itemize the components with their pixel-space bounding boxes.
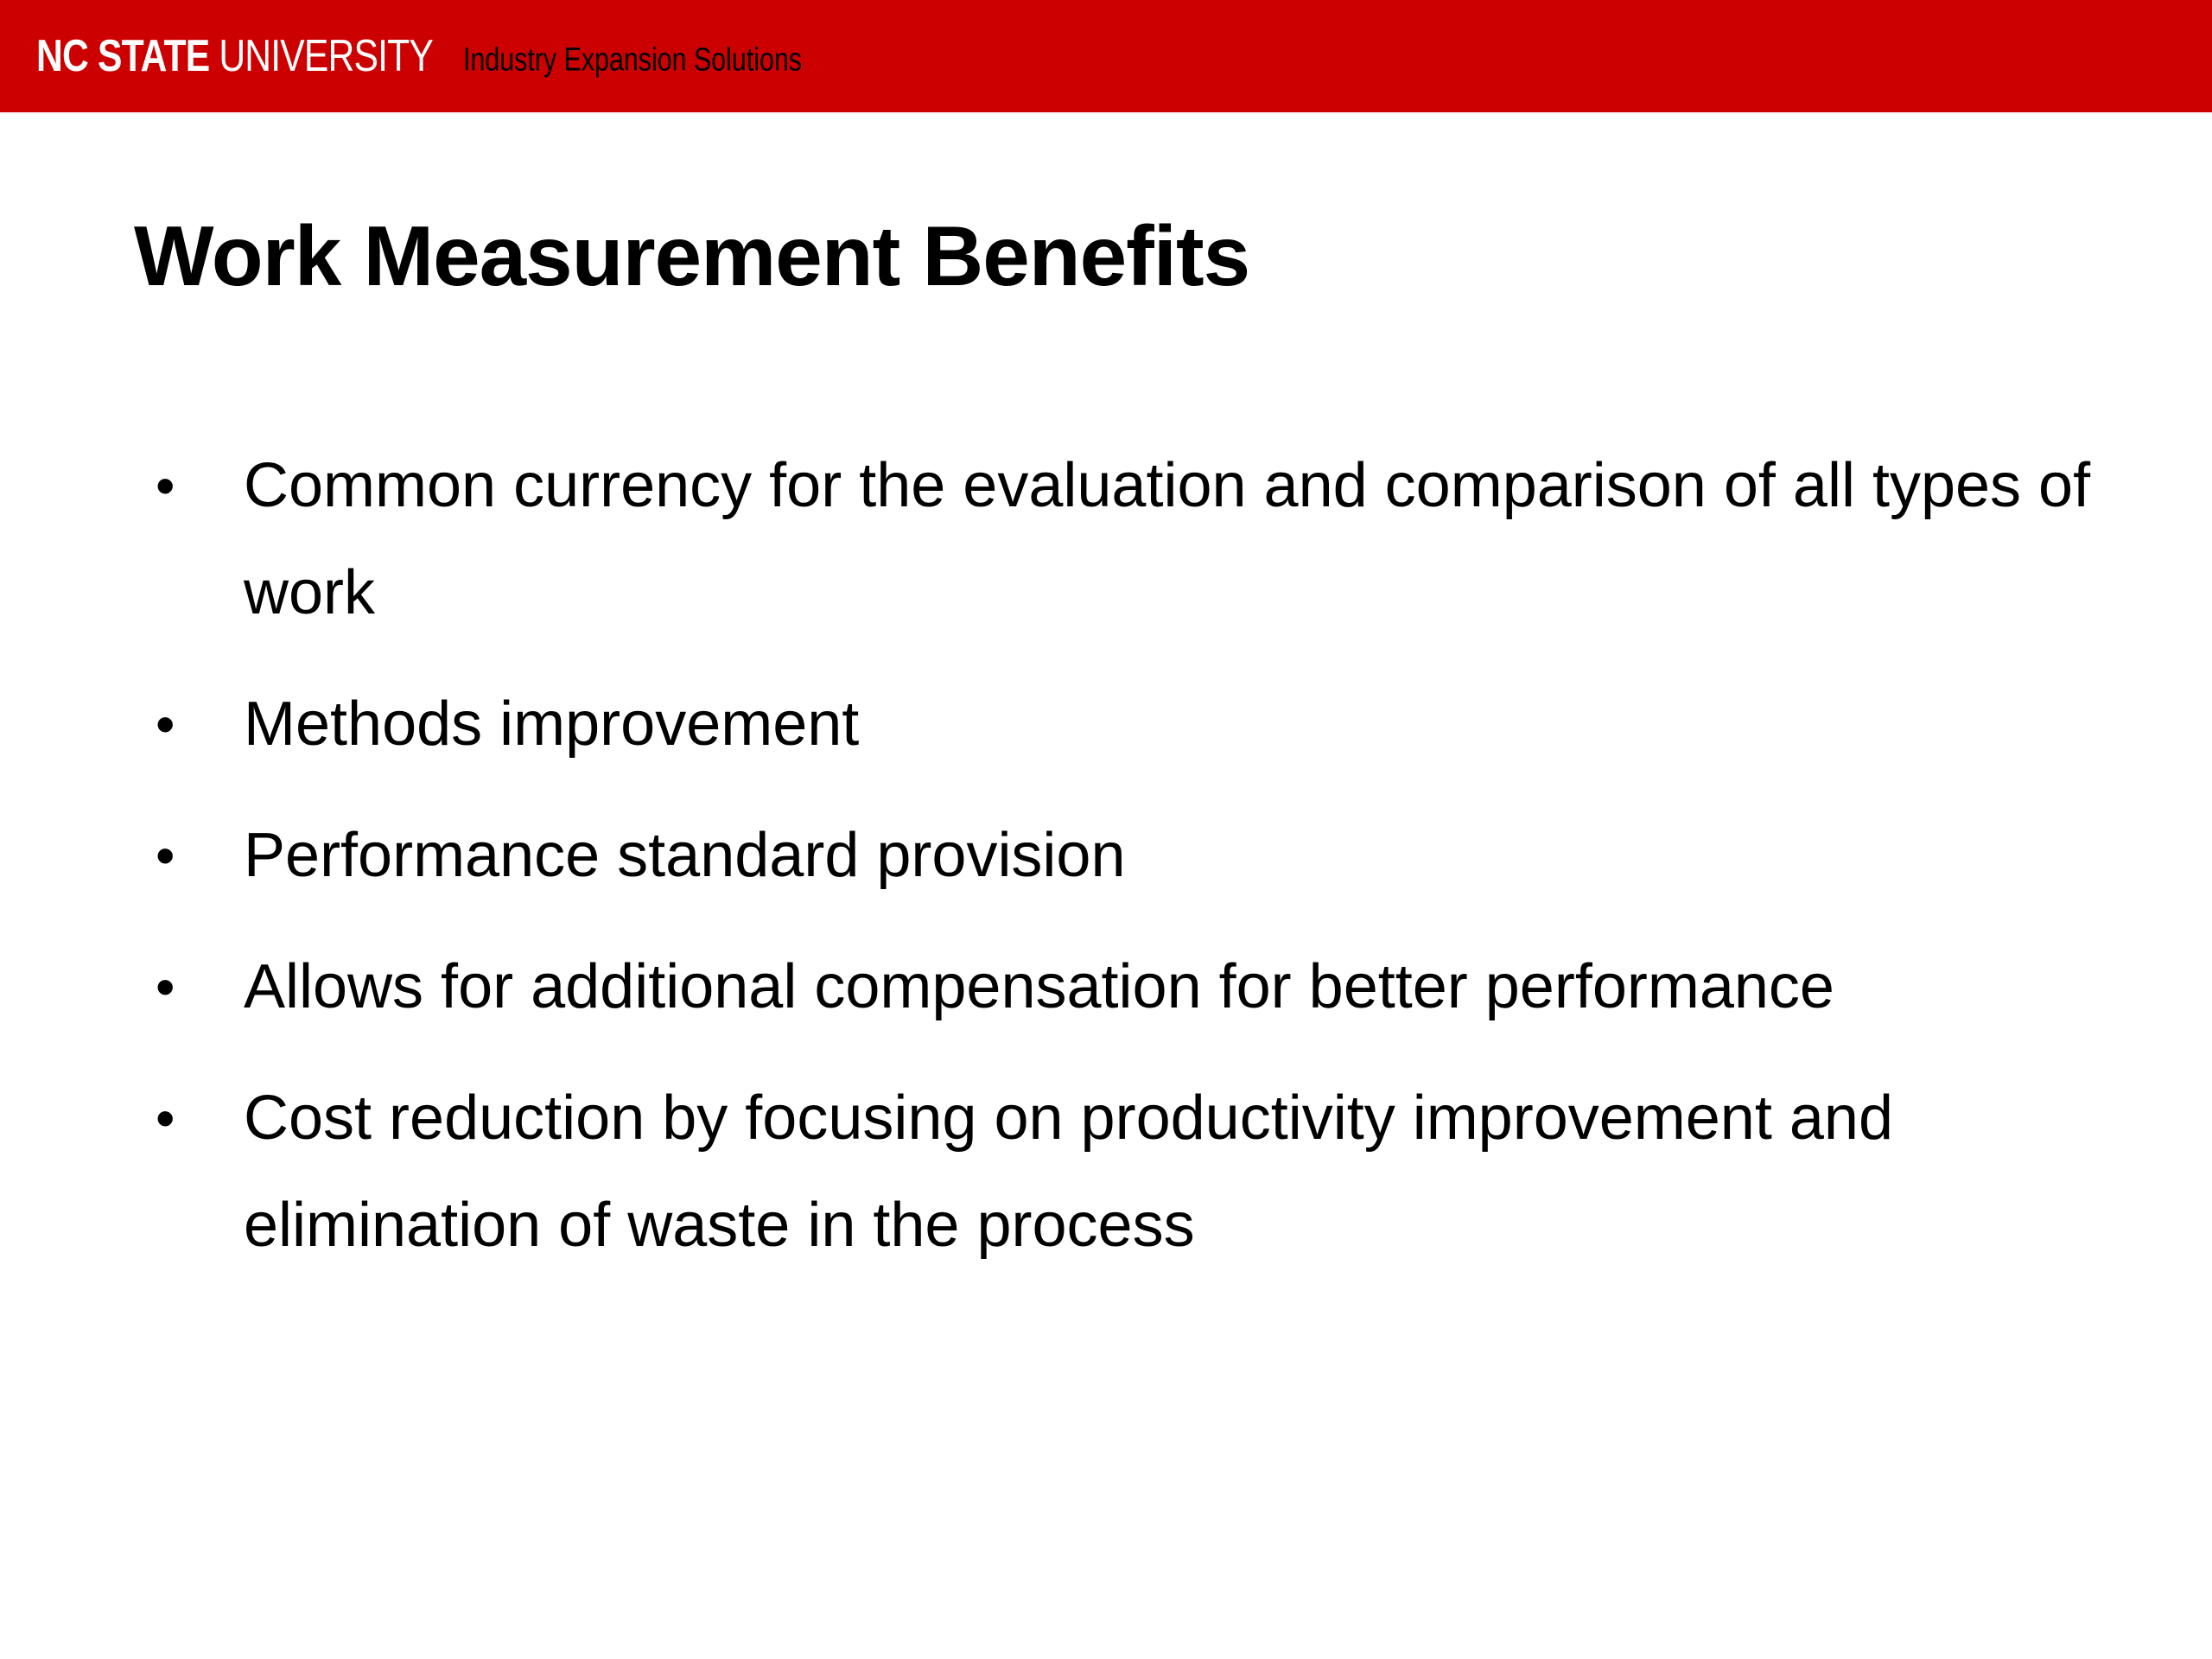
university-wordmark xyxy=(36,30,433,82)
bullet-list xyxy=(147,432,2100,1303)
unit-name: Industry Expansion Solutions xyxy=(463,41,803,79)
bullet-icon: • xyxy=(156,956,175,1018)
bullet-icon: • xyxy=(156,824,175,887)
bullet-text: Methods improvement xyxy=(244,690,860,759)
bullet-text: Common currency for the evaluation and comparison of all types of work xyxy=(244,451,2091,627)
header-bar xyxy=(0,0,2212,112)
bullet-text: Cost reduction by focusing on productivity improvement and elimination of waste in the process xyxy=(244,1084,1893,1260)
bullet-item xyxy=(147,933,2100,1040)
university-logo xyxy=(36,0,520,112)
bullet-item xyxy=(147,1065,2100,1279)
bullet-icon: • xyxy=(156,1087,175,1149)
bullet-text: Allows for additional compensation for better performance xyxy=(244,952,1834,1021)
bullet-item xyxy=(147,671,2100,778)
bullet-icon: • xyxy=(156,454,175,517)
bullet-item xyxy=(147,802,2100,909)
bullet-icon: • xyxy=(156,693,175,755)
university-wordmark-rest: UNIVERSITY xyxy=(209,31,434,81)
bullet-text: Performance standard provision xyxy=(244,821,1126,890)
slide-title: Work Measurement Benefits xyxy=(134,208,1250,303)
university-wordmark-bold: NC STATE xyxy=(36,31,210,81)
bullet-item xyxy=(147,432,2100,646)
